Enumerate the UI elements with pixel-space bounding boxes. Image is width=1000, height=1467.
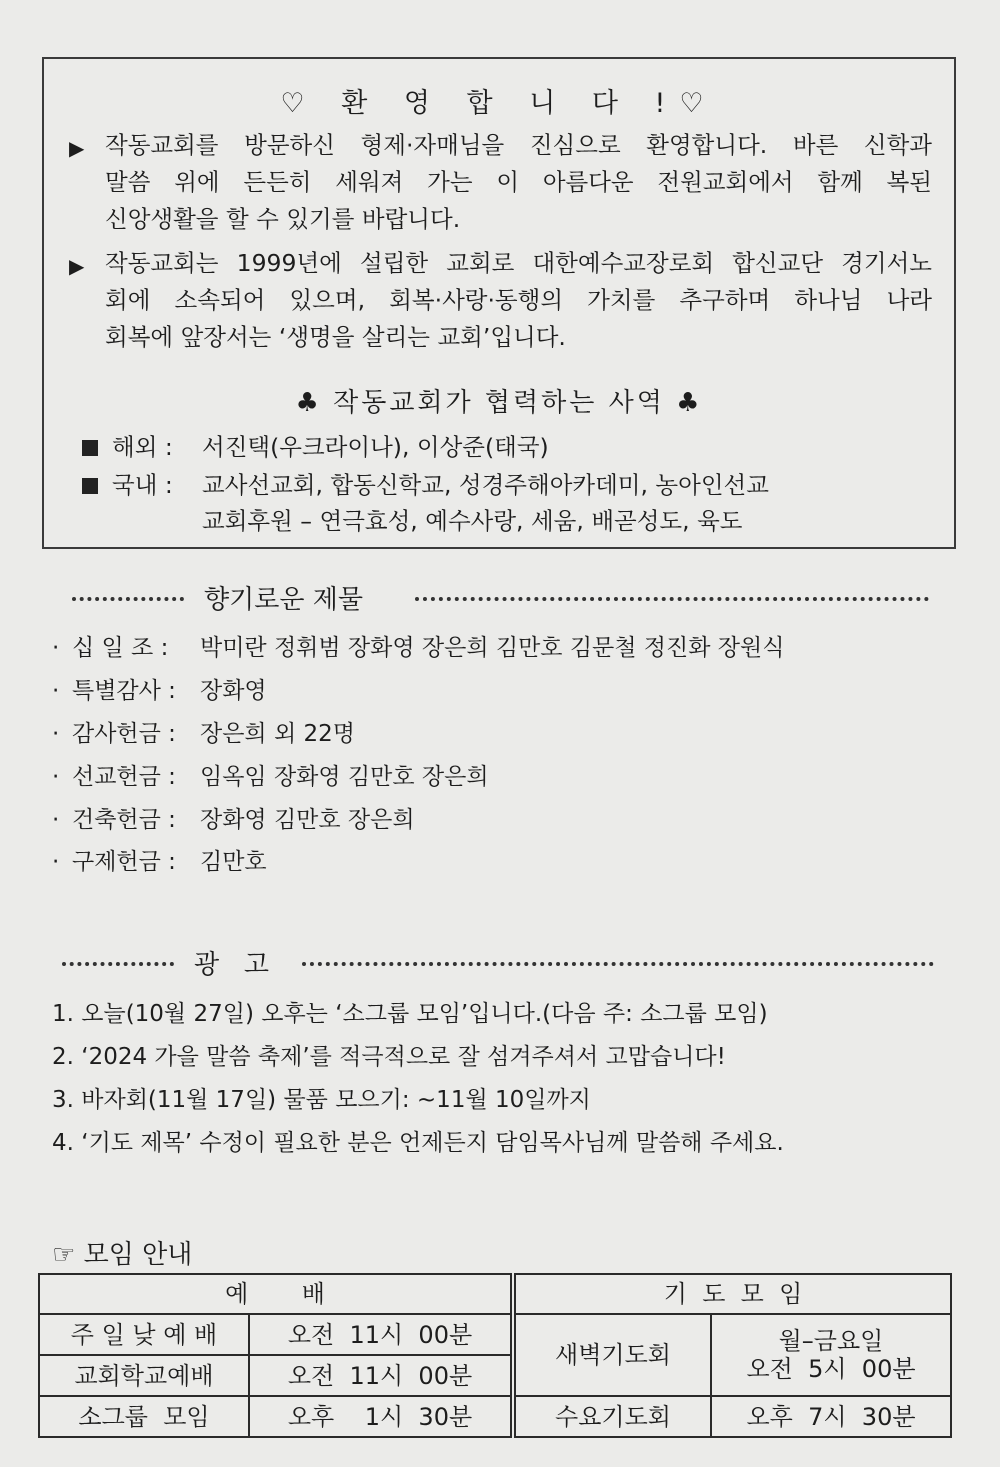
square-bullet-icon <box>82 440 98 456</box>
notices-heading: 광 고 <box>194 950 270 980</box>
prayer-header: 기 도 모 임 <box>515 1274 951 1314</box>
prayer-name: 새벽기도회 <box>515 1314 711 1396</box>
worship-name: 교회학교예배 <box>39 1355 249 1396</box>
prayer-name: 수요기도회 <box>515 1396 711 1437</box>
worship-name: 소그룹 모임 <box>39 1396 249 1437</box>
triangle-bullet-icon: ▶ <box>69 254 85 278</box>
notice-item: 1. 오늘(10월 27일) 오후는 ‘소그룹 모임’입니다.(다음 주: 소그룹 모임) <box>52 1001 768 1027</box>
dotted-divider <box>62 962 174 966</box>
offering-label: 구제헌금 : <box>72 849 176 875</box>
triangle-bullet-icon: ▶ <box>69 136 85 160</box>
welcome-box <box>42 57 956 549</box>
paragraph-line: 작동교회는 1999년에 설립한 교회로 대한예수교장로회 합신교단 경기서노 <box>105 249 932 277</box>
notice-item: 4. ‘기도 제목’ 수정이 필요한 분은 언제든지 담임목사님께 말씀해 주세요. <box>52 1130 784 1156</box>
square-bullet-icon <box>82 478 98 494</box>
offering-names: 장화영 <box>200 678 267 704</box>
dotted-divider <box>302 962 934 966</box>
offering-names: 장은희 외 22명 <box>200 721 355 747</box>
offering-row: · 십 일 조 : 박미란 정휘범 장화영 장은희 김만호 김문철 정진화 장원식 <box>52 635 785 661</box>
notice-item: 2. ‘2024 가을 말씀 축제’를 적극적으로 잘 섬겨주셔서 고맙습니다! <box>52 1044 726 1070</box>
offering-heading: 향기로운 제물 <box>204 585 363 615</box>
paragraph-line: 말씀 위에 든든히 세워져 가는 이 아름다운 전원교회에서 함께 복된 <box>105 168 932 196</box>
notice-item: 3. 바자회(11월 17일) 물품 모으기: ~11월 10일까지 <box>52 1087 591 1113</box>
offering-label: 감사헌금 : <box>72 721 176 747</box>
ministry-overseas-text: 서진택(우크라이나), 이상준(태국) <box>202 433 549 461</box>
paragraph-line: 신앙생활을 할 수 있기를 바랍니다. <box>105 205 461 233</box>
worship-time: 오후 1시 30분 <box>249 1396 511 1437</box>
worship-time: 오전 11시 00분 <box>249 1314 511 1355</box>
offering-row: · 건축헌금 : 장화영 김만호 장은희 <box>52 807 415 833</box>
offering-label: 십 일 조 : <box>72 635 169 661</box>
offering-row: · 특별감사 : 장화영 <box>52 678 267 704</box>
offering-row: · 선교헌금 : 임옥임 장화영 김만호 장은희 <box>52 764 489 790</box>
offering-label: 선교헌금 : <box>72 764 176 790</box>
worship-header: 예 배 <box>39 1274 511 1314</box>
offering-label: 특별감사 : <box>72 678 176 704</box>
ministry-label: 국내 : <box>112 471 173 499</box>
welcome-paragraph-1 <box>69 127 932 238</box>
meetings-heading <box>52 1234 192 1271</box>
dotted-divider <box>415 597 929 601</box>
offering-names: 박미란 정휘범 장화영 장은희 김만호 김문철 정진화 장원식 <box>200 635 785 661</box>
ministry-label: 해외 : <box>112 433 173 461</box>
meeting-schedule-table <box>38 1273 952 1438</box>
pointing-hand-icon: ☞ <box>52 1240 76 1270</box>
paragraph-line: 회복에 앞장서는 ‘생명을 살리는 교회’입니다. <box>105 323 566 351</box>
offering-row: · 구제헌금 : 김만호 <box>52 849 267 875</box>
welcome-title: ♡ 환 영 합 니 다 !♡ <box>280 88 718 119</box>
offering-row: · 감사헌금 : 장은희 외 22명 <box>52 721 355 747</box>
offering-names: 장화영 김만호 장은희 <box>200 807 415 833</box>
worship-name: 주 일 낮 예 배 <box>39 1314 249 1355</box>
ministry-domestic-text-2: 교회후원 – 연극효성, 예수사랑, 세움, 배곧성도, 육도 <box>202 507 743 535</box>
ministry-domestic-text: 교사선교회, 합동신학교, 성경주해아카데미, 농아인선교 <box>202 471 769 499</box>
dotted-divider <box>72 597 184 601</box>
paragraph-line: 작동교회를 방문하신 형제·자매님을 진심으로 환영합니다. 바른 신학과 <box>105 131 932 159</box>
ministry-overseas-row <box>82 429 549 466</box>
offering-names: 임옥임 장화영 김만호 장은희 <box>200 764 489 790</box>
ministry-domestic-row <box>82 467 769 504</box>
paragraph-line: 회에 소속되어 있으며, 회복·사랑·동행의 가치를 추구하며 하나님 나라 <box>105 286 932 314</box>
ministry-title: ♣ 작동교회가 협력하는 사역 ♣ <box>295 388 703 418</box>
welcome-paragraph-2 <box>69 245 932 356</box>
prayer-time: 오후 7시 30분 <box>711 1396 951 1437</box>
offering-names: 김만호 <box>200 849 267 875</box>
prayer-time-cell <box>711 1314 951 1396</box>
prayer-time: 오전 5시 00분 <box>746 1355 916 1383</box>
worship-time: 오전 11시 00분 <box>249 1355 511 1396</box>
offering-label: 건축헌금 : <box>72 807 176 833</box>
prayer-days: 월–금요일 <box>778 1327 884 1355</box>
meetings-heading-text: 모임 안내 <box>83 1240 193 1270</box>
